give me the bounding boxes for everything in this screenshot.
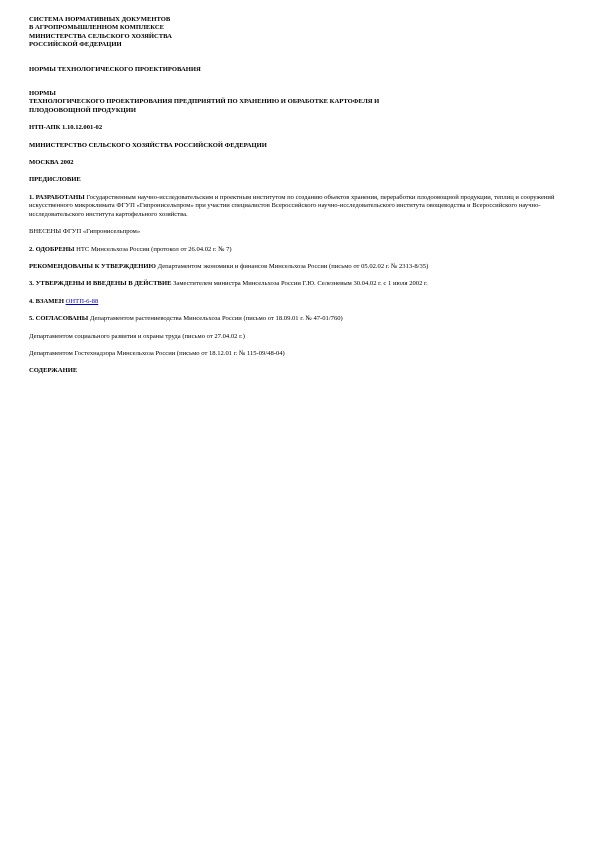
introduced-paragraph: ВНЕСЕНЫ ФГУП «Гипронисельпром» xyxy=(29,228,141,236)
document-title xyxy=(29,90,564,115)
enacted-text: Заместителем министра Минсельхоза России Г.Ю. Селезневым 30.04.02 г. с 1 июля 2002 г. xyxy=(171,280,428,288)
recommended-text: Департаментом экономики и финансов Минсельхоза России (письмо от 05.02.02 г. № 2313-8/35) xyxy=(155,262,429,270)
replaced-document-link[interactable]: ОНТП-6-88 xyxy=(65,297,99,305)
foreword-heading: ПРЕДИСЛОВИЕ xyxy=(29,176,81,184)
agreed-label: 5. СОГЛАСОВАНЫ xyxy=(29,315,89,323)
document-code: НТП-АПК 1.10.12.001-02 xyxy=(29,124,103,132)
enacted-paragraph xyxy=(29,280,564,288)
developed-text: Государственным научно-исследовательским и проектным институтом по созданию объектов хранения, переработки плодоовощной продукции, теплиц и сооружений искусственного микроклимата ФГУП «Гипронисельпром» при участии специалистов Всероссийского научно-исследовательского института овощеводства и Всероссийского научно-исследовательского института картофельного хозяйства. xyxy=(29,193,555,218)
replaced-paragraph xyxy=(29,298,564,306)
developed-label: 1. РАЗРАБОТАНЫ xyxy=(29,193,85,201)
contents-heading: СОДЕРЖАНИЕ xyxy=(29,367,78,375)
agreed-text: Департаментом растениеводства Минсельхоза России (письмо от 18.09.01 г. № 47-01/760) xyxy=(88,315,343,323)
recommended-paragraph xyxy=(29,263,564,271)
agreed-paragraph xyxy=(29,315,564,323)
recommended-label: РЕКОМЕНДОВАНЫ К УТВЕРЖДЕНИЮ xyxy=(29,262,156,270)
developed-paragraph xyxy=(29,194,564,219)
header-line-2: В АГРОПРОМЫШЛЕННОМ КОМПЛЕКСЕ xyxy=(29,24,165,32)
header-line-3: МИНИСТЕРСТВА СЕЛЬСКОГО ХОЗЯЙСТВА xyxy=(29,32,172,40)
social-dept-paragraph: Департаментом социального развития и охраны труда (письмо от 27.04.02 г.) xyxy=(29,332,245,340)
title-line-1: НОРМЫ xyxy=(29,90,56,98)
gostekh-dept-paragraph: Департаментом Гостехнадзора Минсельхоза России (письмо от 18.12.01 г. № 115-09/48-04) xyxy=(29,349,285,357)
place-year: МОСКВА 2002 xyxy=(29,159,74,167)
header-line-4: РОССИЙСКОЙ ФЕДЕРАЦИИ xyxy=(29,41,122,49)
title-line-2: ТЕХНОЛОГИЧЕСКОГО ПРОЕКТИРОВАНИЯ ПРЕДПРИЯТИЙ ПО ХРАНЕНИЮ И ОБРАБОТКЕ КАРТОФЕЛЯ И xyxy=(29,98,380,106)
enacted-label: 3. УТВЕРЖДЕНЫ И ВВЕДЕНЫ В ДЕЙСТВИЕ xyxy=(29,280,172,288)
document-page xyxy=(29,16,564,376)
document-header xyxy=(29,16,564,50)
ministry-name: МИНИСТЕРСТВО СЕЛЬСКОГО ХОЗЯЙСТВА РОССИЙСКОЙ ФЕДЕРАЦИИ xyxy=(29,141,267,149)
approved-paragraph xyxy=(29,246,564,254)
approved-label: 2. ОДОБРЕНЫ xyxy=(29,245,75,253)
replaced-label: 4. ВЗАМЕН xyxy=(29,297,64,305)
approved-text: НТС Минсельхоза России (протокол от 26.04.02 г. № 7) xyxy=(74,245,232,253)
header-line-1: СИСТЕМА НОРМАТИВНЫХ ДОКУМЕНТОВ xyxy=(29,16,171,23)
title-line-3: ПЛОДООВОЩНОЙ ПРОДУКЦИИ xyxy=(29,106,136,114)
norms-heading: НОРМЫ ТЕХНОЛОГИЧЕСКОГО ПРОЕКТИРОВАНИЯ xyxy=(29,65,201,73)
